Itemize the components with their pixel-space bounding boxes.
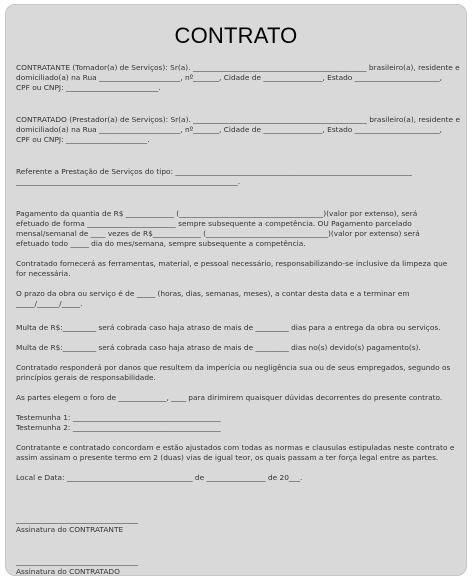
multa-entrega: Multa de R$:_________ será cobrada caso haja atraso de mais de _________ dias para a entrega da obra ou serviços. — [16, 323, 441, 332]
prazo-line-2: _____/______/_____. — [16, 299, 83, 308]
contratante-line-1: CONTRATANTE (Tomador(a) de Serviços): Sr(a). _______________________________________________ brasileiro(a), residente e — [16, 63, 460, 72]
contratante-section — [16, 63, 460, 93]
spacer — [16, 333, 460, 343]
contratado-line-3: CPF ou CNPJ: ______________________. — [16, 135, 150, 144]
acordo-section — [16, 443, 460, 463]
referente-section — [16, 167, 460, 187]
prazo-line-1: O prazo da obra ou serviço é de _____ (horas, dias, semanas, meses), a contar desta data e a terminar em — [16, 289, 410, 298]
spacer — [16, 505, 460, 515]
ferramentas-line-1: Contratado fornecerá as ferramentas, material, e pessoal necessário, responsabilizando-se inclusive da limpeza que — [16, 259, 448, 268]
responsabilidade-line-2: princípios gerais de responsabilidade. — [16, 373, 156, 382]
contratado-line-2: domiciliado(a) na Rua ______________________, nº_______, Cidade de ________________, Estado _______________________, — [16, 125, 443, 134]
pagamento-line-1: Pagamento da quantia de R$ _____________ (_______________________________________)(valor por extenso), será — [16, 209, 418, 218]
signature-line-contratado: _________________________________ — [16, 557, 138, 566]
spacer — [16, 403, 460, 413]
contract-title: CONTRATO — [174, 23, 298, 48]
contract-body — [16, 63, 460, 576]
ferramentas-line-2: for necessária. — [16, 269, 71, 278]
contract-sheet — [5, 4, 467, 576]
contratado-section — [16, 115, 460, 145]
local-data: Local e Data: __________________________________ de ________________ de 20___. — [16, 473, 303, 482]
spacer — [16, 535, 460, 557]
signature-label-contratado: Assinatura do CONTRATADO — [16, 567, 120, 576]
referente-line-1: Referente a Prestação de Serviços do tipo: ________________________________________________________________ — [16, 167, 412, 176]
responsabilidade-section — [16, 363, 460, 383]
spacer — [16, 279, 460, 289]
foro-clause: As partes elegem o foro de _____________, ____ para dirimirem quaisquer dúvidas decorrentes do presente contrato. — [16, 393, 443, 402]
contratante-line-3: CPF ou CNPJ: _________________________. — [16, 83, 161, 92]
spacer — [16, 249, 460, 259]
signature-label-contratante: Assinatura do CONTRATANTE — [16, 525, 124, 534]
testemunha-1: Testemunha 1: ________________________________________ — [16, 413, 221, 422]
referente-line-2: ____________________________________________________________. — [16, 177, 241, 186]
pagamento-section — [16, 209, 460, 249]
ferramentas-section — [16, 259, 460, 279]
contratante-line-2: domiciliado(a) na Rua ______________________, nº_______, Cidade de ________________, Estado _______________________, — [16, 73, 443, 82]
signature-line-contratante: _________________________________ — [16, 515, 138, 524]
contratado-line-1: CONTRATADO (Prestador(a) de Serviços): Sr(a). _______________________________________________ brasileiro(a), residente e — [16, 115, 460, 124]
spacer — [16, 353, 460, 363]
pagamento-line-3: mensal/semanal de ____ vezes de R$_____________ (_________________________________)(valor por extenso) será — [16, 229, 420, 238]
spacer — [16, 309, 460, 323]
spacer — [16, 93, 460, 115]
spacer — [16, 187, 460, 209]
spacer — [16, 463, 460, 473]
signature-contratante — [16, 515, 460, 535]
pagamento-line-2: efetuado de forma ________________________ sempre subsequente a competência. OU Pagamento parcelado — [16, 219, 412, 228]
acordo-line-2: assim assinam o presente termo em 2 (duas) vias de igual teor, os quais passam a ter força legal entre as partes. — [16, 453, 439, 462]
spacer — [16, 145, 460, 167]
spacer — [16, 483, 460, 505]
spacer — [16, 433, 460, 443]
testemunha-2: Testemunha 2: ________________________________________ — [16, 423, 221, 432]
spacer — [16, 383, 460, 393]
pagamento-line-4: efetuado todo _____ dia do mes/semana, sempre subsequente a competência. — [16, 239, 306, 248]
multa-pagamento: Multa de R$:_________ será cobrada caso haja atraso de mais de _________ dias no(s) devido(s) pagamento(s). — [16, 343, 421, 352]
responsabilidade-line-1: Contratado responderá por danos que resultem da imperícia ou negligência sua ou de seus empregados, segundo os — [16, 363, 451, 372]
prazo-section — [16, 289, 460, 309]
signature-contratado — [16, 557, 460, 576]
acordo-line-1: Contratante e contratado concordam e estão ajustados com todas as normas e clausulas estipuladas neste contrato e — [16, 443, 455, 452]
